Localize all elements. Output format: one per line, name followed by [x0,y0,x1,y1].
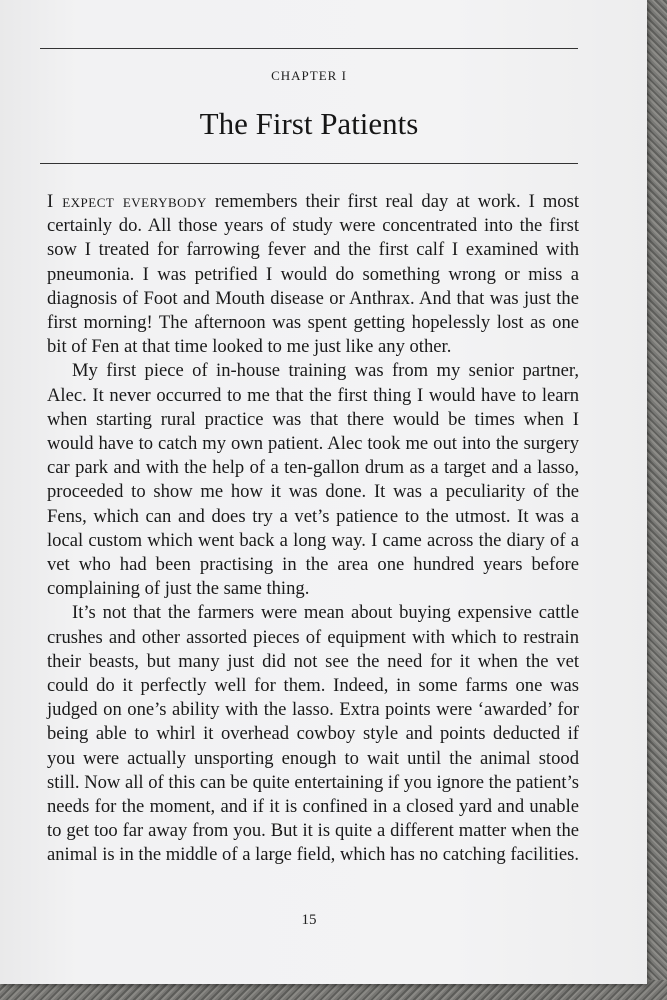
paragraph-lead-smallcaps: I expect everybody [47,191,207,212]
paragraph-1 [47,190,579,359]
paragraph-2: My first piece of in-house training was from my senior partner, Alec. It never occurred to me that the first thing I would have to learn when starting rural practice was that there would be times when I would have to catch my own patient. Alec took me out into the surgery car park and with the help of a ten-gallon drum as a target and a lasso, proceeded to show me how it was done. It was a peculiarity of the Fens, which can and does try a vet’s patience to the utmost. It was a local custom which went back a long way. I came across the diary of a vet who had been practising in the area one hundred years before complaining of just the same thing. [47,360,579,600]
header-rule-bottom [40,163,578,164]
chapter-body [47,190,579,868]
header-rule-top [40,48,578,49]
background-surface-right [647,0,667,1000]
paragraph-1-text: remembers their first real day at work. I most certainly do. All those years of study were concentrated into the first sow I treated for farrowing fever and the first calf I examined with pneumonia. I was petrified I would do something wrong or miss a diagnosis of Foot and Mouth disease or Anthrax. And that was just the first morning! The afternoon was spent getting hopelessly lost as one bit of Fen at that time looked to me just like any other. [47,191,579,358]
paragraph-3: It’s not that the farmers were mean about buying expensive cattle crushes and other assorted pieces of equipment with which to restrain their beasts, but many just did not see the need for it when the vet could do it perfectly well for them. Indeed, in some farms one was judged on one’s ability with the lasso. Extra points were ‘awarded’ for being able to whirl it overhead cowboy style and points deducted if you were actually unsporting enough to wait until the animal stood still. Now all of this can be quite entertaining if you ignore the patient’s needs for the moment, and if it is confined in a closed yard and unable to get too far away from you. But it is quite a different matter when the animal is in the middle of a large field, which has no catching facilities. [47,602,580,866]
page-number: 15 [301,912,317,928]
chapter-title: The First Patients [199,106,419,141]
chapter-label: CHAPTER I [271,68,347,83]
